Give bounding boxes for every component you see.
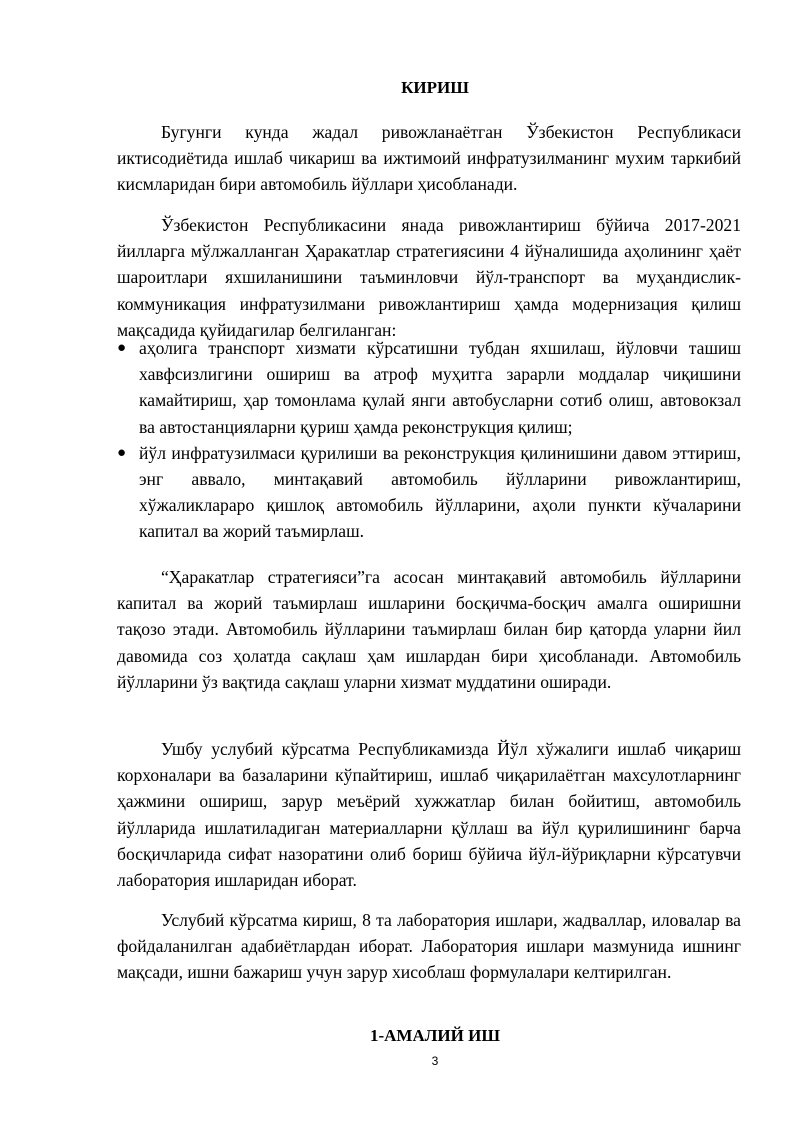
bullet-item-1-text: аҳолига транспорт хизмати кўрсатишни тубдан яхшилаш, йўловчи ташиш хавфсизлигини ошириш ва атроф муҳитга зарарли моддалар чиқишини камайтириш, ҳар томонлама қулай янги автобусларни сотиб олиш, автовокзал ва автостанцияларни қуриш ҳамда реконструкция қилиш;: [139, 338, 741, 437]
intro-paragraph-3: “Ҳаракатлар стратегияси”га асосан минтақавий автомобиль йўлларини капитал ва жорий таъмирлаш ишларини босқичма-босқич амалга оширишни тақозо этади. Автомобиль йўлларини таъмирлаш билан бир қаторда уларни йил давомида соз ҳолатда сақлаш ҳам ишлардан бири ҳисобланади. Автомобиль йўлларини ўз вақтида сақлаш уларни хизмат муддатини оширади.: [117, 567, 741, 692]
bullet-icon: ●: [117, 444, 127, 461]
page-number: 3: [431, 1054, 439, 1068]
bullet-icon: ●: [117, 340, 127, 356]
intro-paragraph-2: Ўзбекистон Республикасини янада ривожлантириш бўйича 2017-2021 йилларга мўлжалланган Ҳаракатлар стратегиясини 4 йўналишида аҳолининг ҳаёт шароитлари яхшиланишини таъминловчи йўл-транспорт ва муҳандислик-коммуникация инфратузилмани ривожлантириш ҳамда модернизация қилиш мақсадида қуйидагилар белгиланган:: [117, 215, 741, 340]
goals-bullet-list: [117, 335, 741, 545]
bullet-item-2-text: йўл инфратузилмаси қурилиши ва реконструкция қилинишини давом эттириш, энг аввало, минтақавий автомобиль йўлларини ривожлантириш, хўжаликлараро қишлоқ автомобиль йўлларини, аҳоли пункти кўчаларини капитал ва жорий таъмирлаш.: [139, 442, 741, 542]
intro-paragraph-4: Ушбу услубий кўрсатма Республикамизда Йўл хўжалиги ишлаб чиқариш корхоналари ва базаларини кўпайтириш, ишлаб чиқарилаётган махсулотларнинг ҳажмини ошириш, зарур меъёрий хужжатлар билан бойитиш, автомобиль йўлларида ишлатиладиган материалларни қўллаш ва йўл қурилишининг барча босқичларида сифат назоратини олиб бориш бўйича йўл-йўриқларни кўрсатувчи лаборатория ишларидан иборат.: [117, 739, 741, 891]
intro-paragraph-1: Бугунги кунда жадал ривожланаётган Ўзбекистон Республикаси иктисодиётида ишлаб чикариш ва ижтимоий инфратузилманинг мухим таркибий кисмларидан бири автомобиль йўллари ҳисобланади.: [117, 122, 741, 195]
intro-paragraph-5: Услубий кўрсатма кириш, 8 та лаборатория ишлари, жадваллар, иловалар ва фойдаланилган адабиётлардан иборат. Лаборатория ишлари мазмунида ишнинг мақсади, ишни бажариш учун зарур хисоблаш формулалари келтирилган.: [117, 910, 741, 983]
bullet-item-2: [117, 440, 741, 545]
bullet-item-1: [117, 335, 741, 440]
next-section-heading: 1-АМАЛИЙ ИШ: [369, 1026, 500, 1045]
section-heading: КИРИШ: [401, 78, 469, 97]
